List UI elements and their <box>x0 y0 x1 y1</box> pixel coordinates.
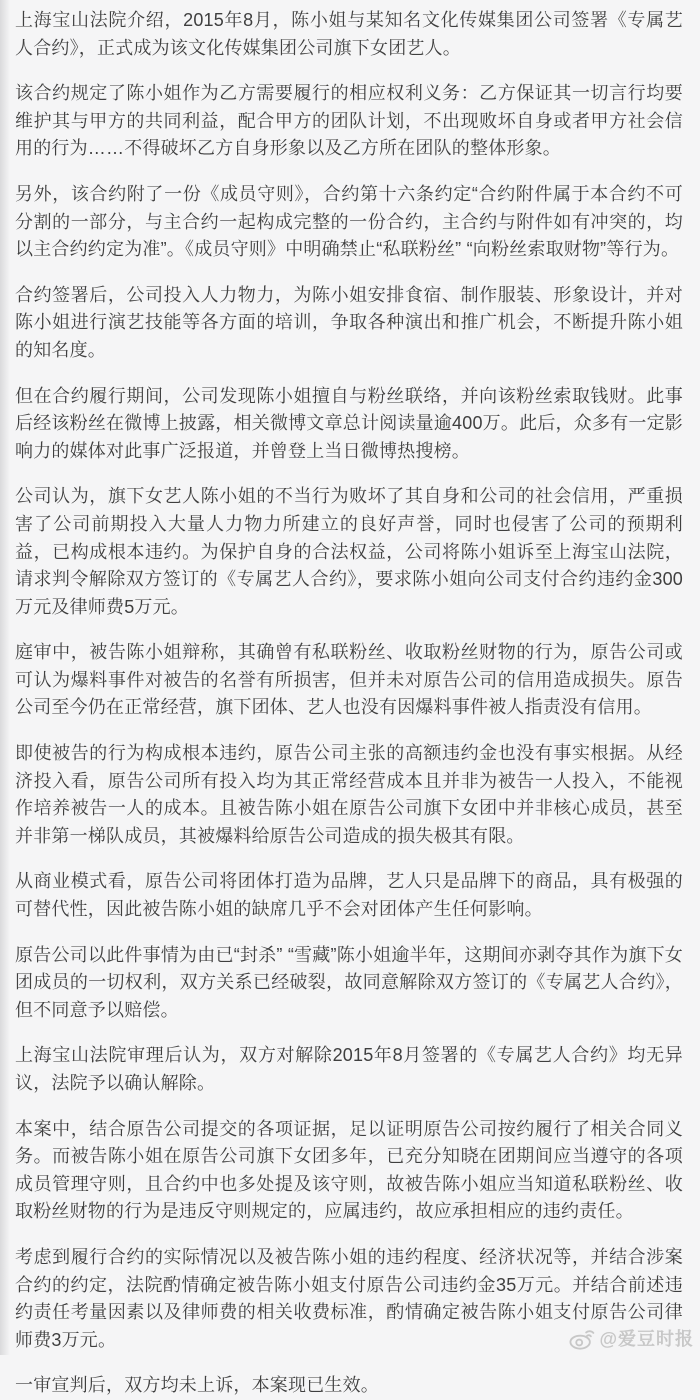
paragraph: 但在合约履行期间，公司发现陈小姐擅自与粉丝联络，并向该粉丝索取钱财。此事后经该粉丝在微博上披露，相关微博文章总计阅读量逾400万。此后，众多有一定影响力的媒体对此事广泛报道，并曾登上当日微博热搜榜。 <box>15 385 683 461</box>
paragraph: 即使被告的行为构成根本违约，原告公司主张的高额违约金也没有事实根据。从经济投入看，原告公司所有投入均为其正常经营成本且并非为被告一人投入，不能视作培养被告一人的成本。且被告陈小姐在原告公司旗下女团中并非核心成员，甚至并非第一梯队成员，其被爆料给原告公司造成的损失极其有限。 <box>15 743 683 846</box>
paragraph: 从商业模式看，原告公司将团体打造为品牌，艺人只是品牌下的商品，具有极强的可替代性，因此被告陈小姐的缺席几乎不会对团体产生任何影响。 <box>15 871 683 920</box>
paragraph: 庭审中，被告陈小姐辩称，其确曾有私联粉丝、收取粉丝财物的行为，原告公司或可认为爆料事件对被告的名誉有所损害，但并未对原告公司的信用造成损失。原告公司至今仍在正常经营，旗下团体、艺人也没有因爆料事件被人指责没有信用。 <box>15 642 683 718</box>
paragraph: 原告公司以此件事情为由已“封杀” “雪藏”陈小姐逾半年，这期间亦剥夺其作为旗下女团成员的一切权利，双方关系已经破裂，故同意解除双方签订的《专属艺人合约》，但不同意予以赔偿。 <box>15 944 683 1020</box>
paragraph: 上海宝山法院介绍，2015年8月，陈小姐与某知名文化传媒集团公司签署《专属艺人合约》，正式成为该文化传媒集团公司旗下女团艺人。 <box>15 10 683 58</box>
watermark <box>568 1325 694 1351</box>
paragraph: 该合约规定了陈小姐作为乙方需要履行的相应权利义务：乙方保证其一切言行均要维护其与甲方的共同利益，配合甲方的团队计划，不出现败坏自身或者甲方社会信用的行为……不得破坏乙方自身形象以及乙方所在团队的整体形象。 <box>15 83 683 159</box>
paragraph: 另外，该合约附了一份《成员守则》，合约第十六条约定“合约附件属于本合约不可分割的一部分，与主合约一起构成完整的一份合约，主合约与附件如有冲突的，均以主合约约定为准”。《成员守则》中明确禁止“私联粉丝” “向粉丝索取财物”等行为。 <box>15 183 683 260</box>
paragraph: 本案中，结合原告公司提交的各项证据，足以证明原告公司按约履行了相关合同义务。而被告陈小姐在原告公司旗下女团多年，已充分知晓在团期间应当遵守的各项成员管理守则，且合约中也多处提及该守则，故被告陈小姐应当知道私联粉丝、收取粉丝财物的行为是违反守则规定的，应属违约，故应承担相应的违约责任。 <box>15 1118 683 1222</box>
paragraph: 合约签署后，公司投入人力物力，为陈小姐安排食宿、制作服装、形象设计，并对陈小姐进行演艺技能等各方面的培训，争取各种演出和推广机会，不断提升陈小姐的知名度。 <box>15 284 683 360</box>
watermark-text: @爱豆时报 <box>599 1329 694 1349</box>
weibo-icon <box>568 1326 596 1351</box>
paragraph: 公司认为，旗下女艺人陈小姐的不当行为败坏了其自身和公司的社会信用，严重损害了公司前期投入大量人力物力所建立的良好声誉，同时也侵害了公司的预期利益，已构成根本违约。为保护自身的合法权益，公司将陈小姐诉至上海宝山法院，请求判令解除双方签订的《专属艺人合约》，要求陈小姐向公司支付合约违约金300万元及律师费5万元。 <box>15 486 683 617</box>
paragraph: 考虑到履行合约的实际情况以及被告陈小姐的违约程度、经济状况等，并结合涉案合约的约定，法院酌情确定被告陈小姐支付原告公司违约金35万元。并结合前述违约责任考量因素以及律师费的相关收费标准，酌情确定被告陈小姐支付原告公司律师费3万元。 <box>15 1246 683 1350</box>
paragraph: 一审宣判后，双方均未上诉，本案现已生效。 <box>15 1375 379 1396</box>
paragraph: 上海宝山法院审理后认为，双方对解除2015年8月签署的《专属艺人合约》均无异议，法院予以确认解除。 <box>15 1045 683 1093</box>
